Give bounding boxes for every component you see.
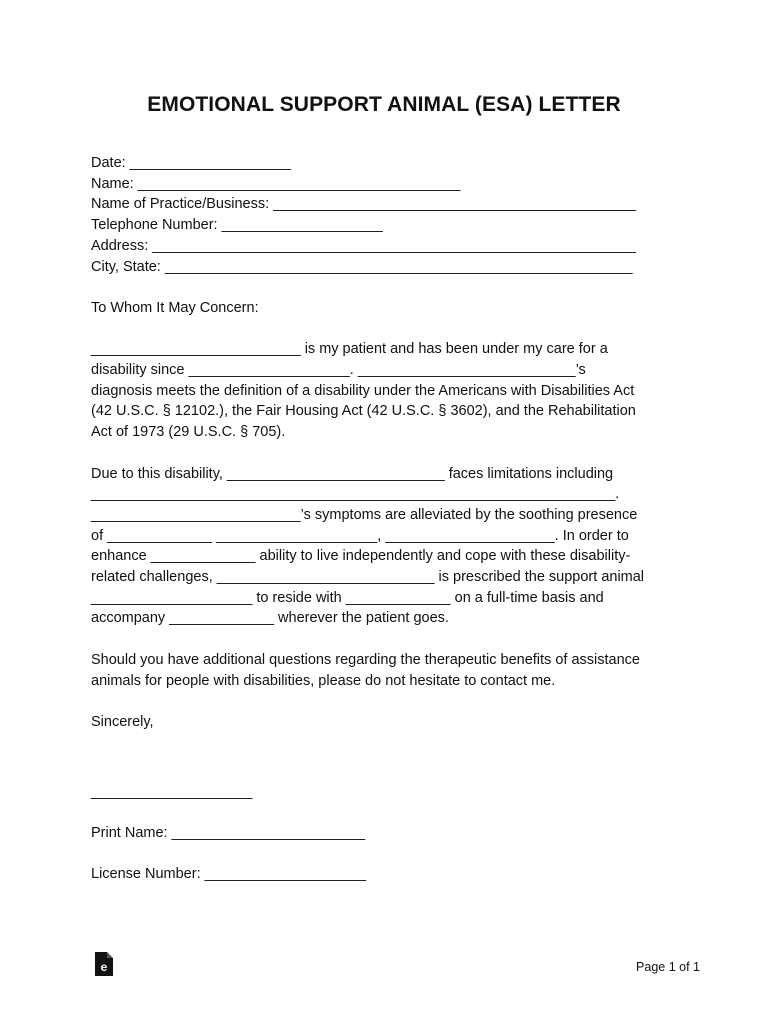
document-title: EMOTIONAL SUPPORT ANIMAL (ESA) LETTER xyxy=(147,93,621,116)
practice-field: Name of Practice/Business: _____________________________________________ xyxy=(91,196,637,213)
svg-text:e: e xyxy=(100,960,108,974)
date-field: Date: ____________________ xyxy=(91,155,291,171)
paragraph-diagnosis xyxy=(91,339,691,443)
paragraph-line: animals for people with disabilities, please do not hesitate to contact me. xyxy=(91,672,556,689)
salutation: To Whom It May Concern: xyxy=(91,299,259,316)
license-number-field: License Number: ____________________ xyxy=(91,866,366,883)
paragraph-line: __________________________ is my patient and has been under my care for a xyxy=(91,341,608,358)
paragraph-line: _________________________________________________________________. xyxy=(91,486,620,503)
paragraph-line: accompany _____________ wherever the patient goes. xyxy=(91,610,449,627)
letter-body xyxy=(91,153,691,885)
paragraph-line: Due to this disability, ___________________________ faces limitations including xyxy=(91,465,614,482)
signature-line: ____________________ xyxy=(91,783,253,800)
header-fields xyxy=(91,153,691,277)
closing: Sincerely, xyxy=(91,713,154,730)
city-state-field: City, State: __________________________________________________________ xyxy=(91,258,633,275)
eforms-logo-icon xyxy=(94,952,114,976)
address-field: Address: ____________________________________________________________ xyxy=(91,237,637,254)
paragraph-line: ____________________ to reside with _____________ on a full-time basis and xyxy=(91,589,604,606)
paragraph-line: related challenges, ___________________________ is prescribed the support animal xyxy=(91,569,645,586)
paragraph-line: disability since ____________________. ___________________________’s xyxy=(91,362,586,378)
paragraph-limitations xyxy=(91,464,691,630)
paragraph-line: Act of 1973 (29 U.S.C. § 705). xyxy=(91,424,286,441)
paragraph-line: Should you have additional questions regarding the therapeutic benefits of assistance xyxy=(91,651,640,668)
telephone-field: Telephone Number: ____________________ xyxy=(91,217,383,234)
print-name-field: Print Name: ________________________ xyxy=(91,825,366,841)
paragraph-line: enhance _____________ ability to live independently and cope with these disability- xyxy=(91,548,631,565)
paragraph-line: (42 U.S.C. § 12102.), the Fair Housing Act (42 U.S.C. § 3602), and the Rehabilitation xyxy=(91,403,636,420)
page-number: Page 1 of 1 xyxy=(636,960,700,974)
paragraph-line: __________________________’s symptoms are alleviated by the soothing presence xyxy=(91,506,638,523)
name-field: Name: ________________________________________ xyxy=(91,175,461,192)
paragraph-line: of _____________ ____________________, _____________________. In order to xyxy=(91,527,629,544)
paragraph-line: diagnosis meets the definition of a disability under the Americans with Disabilities Act xyxy=(91,382,635,399)
paragraph-contact xyxy=(91,650,691,691)
